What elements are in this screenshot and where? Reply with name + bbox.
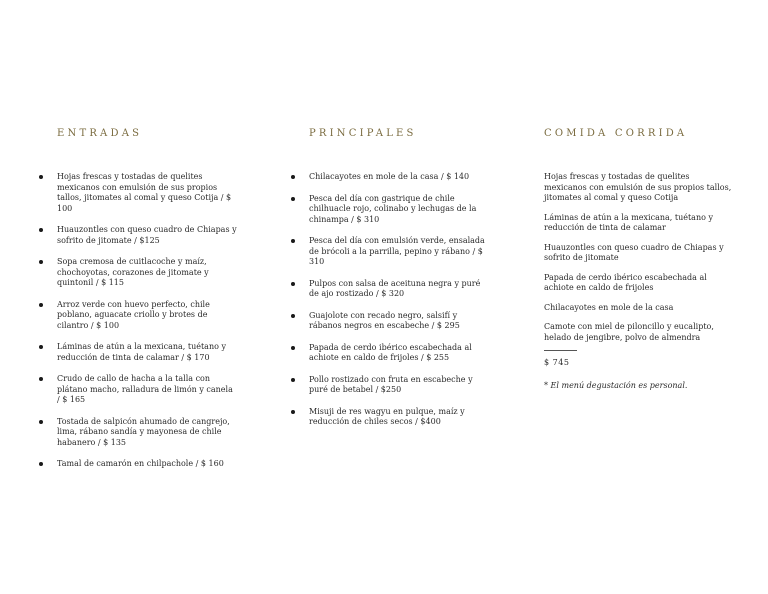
menu-item: Guajolote con recado negro, salsifí y rábanos negros en escabeche / $ 295: [309, 311, 489, 332]
menu-item: Chilacayotes en mole de la casa / $ 140: [309, 172, 489, 183]
comida-corrida-list: [544, 172, 734, 343]
course-item: Láminas de atún a la mexicana, tuétano y reducción de tinta de calamar: [544, 212, 713, 232]
entradas-column: [57, 128, 237, 481]
course-item: Huauzontles con queso cuadro de Chiapas y sofrito de jitomate: [544, 242, 724, 262]
course-item: Papada de cerdo ibérico escabechada al achiote en caldo de frijoles: [544, 272, 707, 292]
menu-item: Pesca del día con emulsión verde, ensalada de brócoli a la parrilla, pepino y rábano / $ 310: [309, 236, 489, 268]
menu-item: Pulpos con salsa de aceituna negra y puré de ajo rostizado / $ 320: [309, 279, 489, 300]
menu-item: Hojas frescas y tostadas de quelites mexicanos con emulsión de sus propios tallos, jitomates al comal y queso Cotija / $ 100: [57, 172, 237, 214]
course-item: Camote con miel de piloncillo y eucalipto, helado de jengibre, polvo de almendra: [544, 322, 714, 342]
footnote: * El menú degustación es personal.: [544, 381, 688, 390]
course-item: Hojas frescas y tostadas de quelites mexicanos con emulsión de sus propios tallos, jitomates al comal y queso Cotija: [544, 172, 732, 202]
menu-price: $ 745: [544, 358, 570, 367]
menu-item: Crudo de callo de hacha a la talla con plátano macho, ralladura de limón y canela / $ 165: [57, 374, 237, 406]
menu-item: Huauzontles con queso cuadro de Chiapas y sofrito de jitomate / $125: [57, 225, 237, 245]
menu-item: Tamal de camarón en chilpachole / $ 160: [57, 459, 237, 470]
menu-item: Misuji de res wagyu en pulque, maíz y reducción de chiles secos / $400: [309, 407, 489, 428]
comida-corrida-column: [544, 128, 734, 390]
menu-item: Pesca del día con gastrique de chile chilhuacle rojo, colinabo y lechugas de la chinampa / $ 310: [309, 194, 489, 226]
menu-item: Pollo rostizado con fruta en escabeche y puré de betabel / $250: [309, 375, 489, 396]
menu-item: Papada de cerdo ibérico escabechada al achiote en caldo de frijoles / $ 255: [309, 343, 489, 364]
menu-item: Láminas de atún a la mexicana, tuétano y reducción de tinta de calamar / $ 170: [57, 342, 237, 363]
menu-item: Sopa cremosa de cuitlacoche y maíz, chochoyotas, corazones de jitomate y quintonil / $ 115: [57, 257, 237, 289]
divider: [544, 350, 577, 351]
principales-heading: PRINCIPALES: [309, 128, 417, 139]
entradas-list: [57, 172, 237, 470]
principales-list: [309, 172, 489, 428]
menu-item: Arroz verde con huevo perfecto, chile poblano, aguacate criollo y brotes de cilantro / $ 100: [57, 300, 237, 332]
menu-item: Tostada de salpicón ahumado de cangrejo, lima, rábano sandía y mayonesa de chile habanero / $ 135: [57, 417, 237, 449]
principales-column: [309, 128, 489, 439]
entradas-heading: ENTRADAS: [57, 128, 143, 139]
comida-corrida-heading: COMIDA CORRIDA: [544, 128, 688, 139]
course-item: Chilacayotes en mole de la casa: [544, 302, 674, 312]
